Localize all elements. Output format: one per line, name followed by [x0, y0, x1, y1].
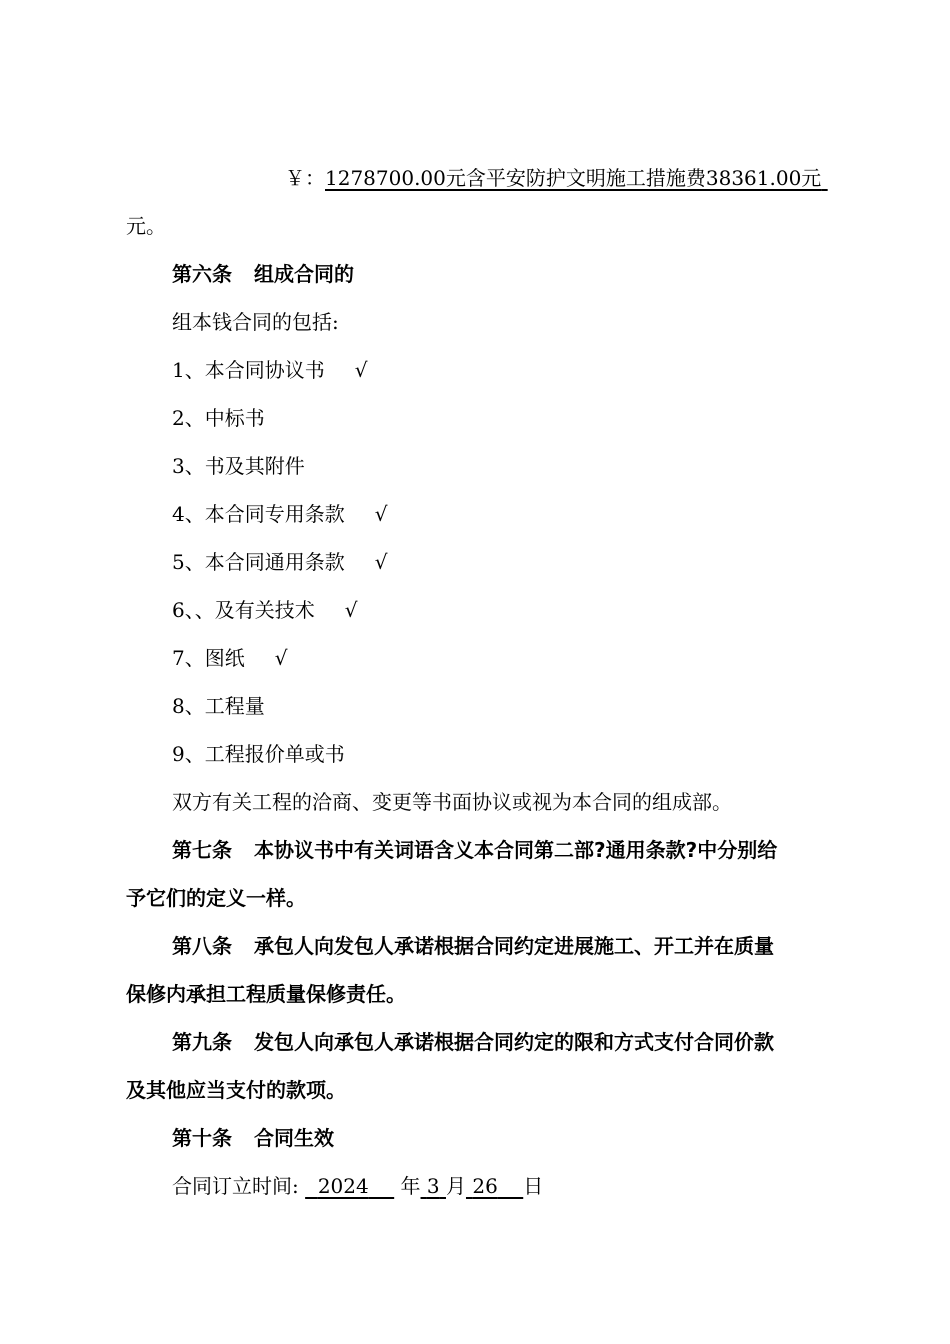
year-label: 年 [400, 1174, 421, 1198]
article-6-closing: 双方有关工程的洽商、变更等书面协议或视为本合同的组成部。 [172, 790, 732, 814]
signing-month: 3 [426, 1174, 440, 1198]
article-9-number: 第九条 [172, 1030, 232, 1054]
signing-date-line [172, 1174, 543, 1198]
price-blank [821, 166, 853, 190]
article-8-number: 第八条 [172, 934, 232, 958]
list-item: 1、本合同协议书 √ [172, 358, 368, 382]
list-item: 2、中标书 [172, 406, 265, 430]
list-item: 7、图纸 √ [172, 646, 288, 670]
day-label: 日 [523, 1174, 544, 1198]
article-8-line-1: 第八条 承包人向发包人承诺根据合同约定进展施工、开工并在质量 [172, 934, 774, 958]
list-item: 5、本合同通用条款 √ [172, 550, 388, 574]
price-amount: 1278700.00元含平安防护文明施工措施费38361.00元 [325, 166, 822, 190]
article-8-line-2: 保修内承担工程质量保修责任。 [126, 982, 406, 1006]
list-item: 8、工程量 [172, 694, 265, 718]
article-10-number: 第十条 [172, 1126, 232, 1150]
article-6-intro: 组本钱合同的包括: [172, 310, 339, 334]
check-mark-icon: √ [274, 646, 288, 670]
price-prefix: ￥： [285, 166, 325, 190]
check-mark-icon: √ [344, 598, 358, 622]
price-suffix: 元。 [126, 214, 166, 238]
contract-price-line [285, 166, 853, 190]
article-7-line-1: 第七条 本协议书中有关词语含义本合同第二部?通用条款?中分别给 [172, 838, 778, 862]
article-7-line-2: 予它们的定义一样。 [126, 886, 306, 910]
list-item: 9、工程报价单或书 [172, 742, 345, 766]
signing-day: 26 [472, 1174, 498, 1198]
article-7-number: 第七条 [172, 838, 232, 862]
article-6-title: 组成合同的 [254, 262, 354, 286]
check-mark-icon: √ [354, 358, 368, 382]
list-item: 4、本合同专用条款 √ [172, 502, 388, 526]
article-6-heading [172, 262, 354, 286]
check-mark-icon: √ [374, 502, 388, 526]
article-6-number: 第六条 [172, 262, 232, 286]
signing-date-label: 合同订立时间: [172, 1174, 299, 1198]
article-10-title: 合同生效 [254, 1126, 334, 1150]
signing-year: 2024 [317, 1174, 369, 1198]
list-item: 6、、及有关技术 √ [172, 598, 358, 622]
list-item: 3、书及其附件 [172, 454, 305, 478]
check-mark-icon: √ [374, 550, 388, 574]
article-9-line-2: 及其他应当支付的款项。 [126, 1078, 346, 1102]
article-9-line-1: 第九条 发包人向承包人承诺根据合同约定的限和方式支付合同价款 [172, 1030, 774, 1054]
article-10-heading [172, 1126, 334, 1150]
month-label: 月 [445, 1174, 466, 1198]
